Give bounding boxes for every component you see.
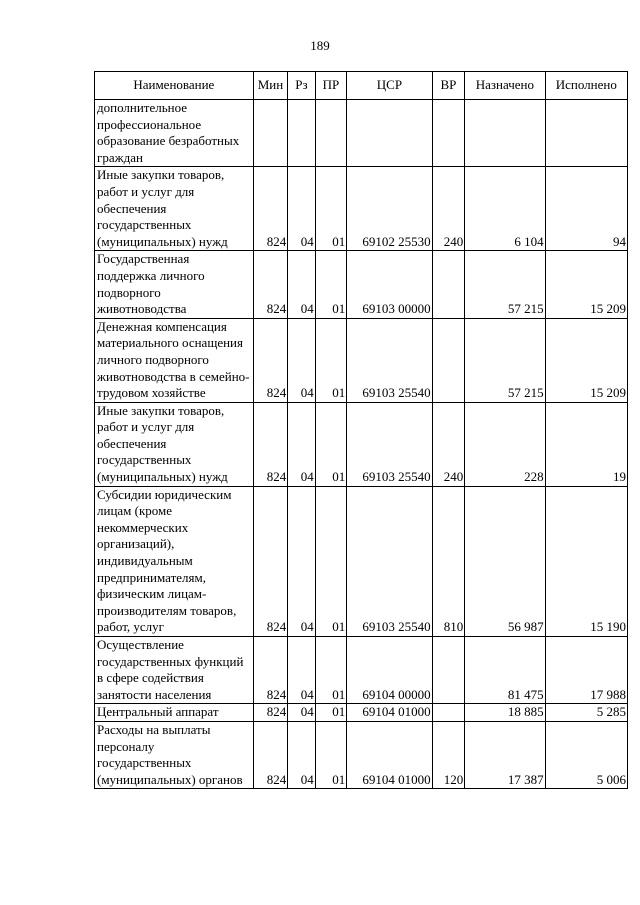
column-header-rz: Рз	[288, 72, 315, 100]
cell-rz: 04	[288, 704, 315, 722]
cell-csr	[347, 100, 432, 167]
table-row	[95, 721, 628, 788]
cell-ispolneno: 94	[545, 167, 627, 251]
cell-naznacheno: 56 987	[465, 486, 545, 636]
cell-naznacheno: 81 475	[465, 637, 545, 704]
cell-ispolneno: 17 988	[545, 637, 627, 704]
cell-ispolneno: 15 209	[545, 251, 627, 318]
cell-csr: 69104 01000	[347, 704, 432, 722]
cell-name: Субсидии юридическим лицам (кроме некоммерческих организаций), индивидуальным предпринимателям, физическим лицам-производителям товаров, работ, услуг	[95, 486, 254, 636]
cell-vr	[432, 318, 465, 402]
cell-vr: 240	[432, 402, 465, 486]
cell-min: 824	[253, 704, 288, 722]
cell-rz: 04	[288, 721, 315, 788]
cell-csr: 69104 01000	[347, 721, 432, 788]
column-header-naznacheno: Назначено	[465, 72, 545, 100]
table-row	[95, 704, 628, 722]
table-row	[95, 402, 628, 486]
cell-min: 824	[253, 167, 288, 251]
cell-rz	[288, 100, 315, 167]
cell-pr: 01	[315, 704, 347, 722]
column-header-ispolneno: Исполнено	[545, 72, 627, 100]
cell-name: Центральный аппарат	[95, 704, 254, 722]
cell-pr: 01	[315, 318, 347, 402]
cell-csr: 69103 25540	[347, 486, 432, 636]
cell-vr	[432, 637, 465, 704]
cell-vr	[432, 251, 465, 318]
cell-naznacheno: 17 387	[465, 721, 545, 788]
cell-naznacheno: 228	[465, 402, 545, 486]
cell-naznacheno: 57 215	[465, 318, 545, 402]
table-row	[95, 637, 628, 704]
table-row	[95, 251, 628, 318]
cell-rz: 04	[288, 402, 315, 486]
cell-ispolneno: 19	[545, 402, 627, 486]
cell-pr: 01	[315, 721, 347, 788]
page-number: 189	[310, 38, 330, 53]
cell-min: 824	[253, 318, 288, 402]
budget-table	[94, 71, 628, 789]
cell-ispolneno: 15 190	[545, 486, 627, 636]
cell-rz: 04	[288, 167, 315, 251]
cell-name: Государственная поддержка личного подворного животноводства	[95, 251, 254, 318]
cell-min: 824	[253, 402, 288, 486]
table-row	[95, 486, 628, 636]
cell-rz: 04	[288, 318, 315, 402]
cell-ispolneno	[545, 100, 627, 167]
cell-pr	[315, 100, 347, 167]
cell-min: 824	[253, 251, 288, 318]
cell-rz: 04	[288, 486, 315, 636]
cell-name: Расходы на выплаты персоналу государственных (муниципальных) органов	[95, 721, 254, 788]
cell-naznacheno: 57 215	[465, 251, 545, 318]
column-header-name: Наименование	[95, 72, 254, 100]
cell-name: Осуществление государственных функций в сфере содействия занятости населения	[95, 637, 254, 704]
cell-ispolneno: 5 285	[545, 704, 627, 722]
cell-pr: 01	[315, 637, 347, 704]
cell-ispolneno: 15 209	[545, 318, 627, 402]
cell-min: 824	[253, 486, 288, 636]
cell-vr: 810	[432, 486, 465, 636]
cell-vr: 120	[432, 721, 465, 788]
cell-rz: 04	[288, 251, 315, 318]
cell-naznacheno	[465, 100, 545, 167]
cell-pr: 01	[315, 251, 347, 318]
cell-min	[253, 100, 288, 167]
cell-csr: 69103 25540	[347, 318, 432, 402]
cell-csr: 69104 00000	[347, 637, 432, 704]
cell-naznacheno: 18 885	[465, 704, 545, 722]
cell-name: Иные закупки товаров, работ и услуг для обеспечения государственных (муниципальных) нужд	[95, 402, 254, 486]
cell-name: Иные закупки товаров, работ и услуг для обеспечения государственных (муниципальных) нужд	[95, 167, 254, 251]
cell-vr	[432, 100, 465, 167]
cell-ispolneno: 5 006	[545, 721, 627, 788]
table-row	[95, 167, 628, 251]
cell-pr: 01	[315, 402, 347, 486]
cell-pr: 01	[315, 167, 347, 251]
table-header-row	[95, 72, 628, 100]
table-row	[95, 318, 628, 402]
column-header-vr: ВР	[432, 72, 465, 100]
column-header-pr: ПР	[315, 72, 347, 100]
table-row	[95, 100, 628, 167]
column-header-csr: ЦСР	[347, 72, 432, 100]
cell-pr: 01	[315, 486, 347, 636]
cell-csr: 69103 25540	[347, 402, 432, 486]
column-header-min: Мин	[253, 72, 288, 100]
cell-name: Денежная компенсация материального оснащения личного подворного животноводства в семейно-трудовом хозяйстве	[95, 318, 254, 402]
cell-csr: 69103 00000	[347, 251, 432, 318]
cell-min: 824	[253, 637, 288, 704]
cell-vr: 240	[432, 167, 465, 251]
cell-rz: 04	[288, 637, 315, 704]
cell-name: дополнительное профессиональное образование безработных граждан	[95, 100, 254, 167]
cell-csr: 69102 25530	[347, 167, 432, 251]
cell-vr	[432, 704, 465, 722]
cell-naznacheno: 6 104	[465, 167, 545, 251]
cell-min: 824	[253, 721, 288, 788]
